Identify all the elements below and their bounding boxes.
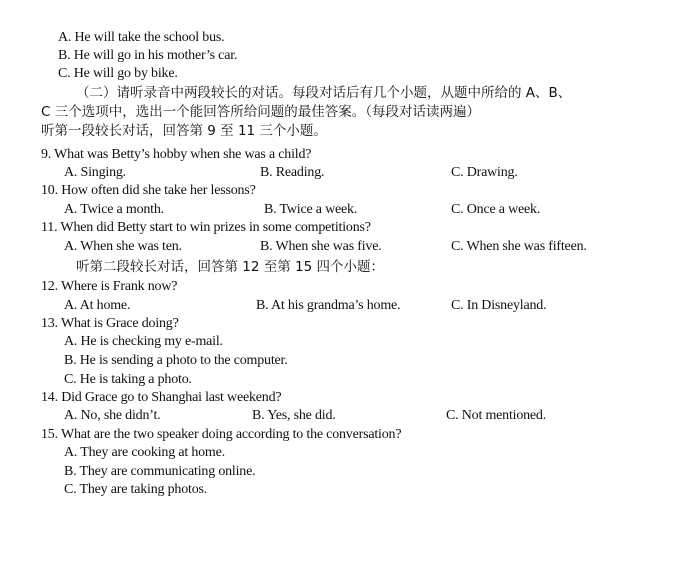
q14-stem: 14. Did Grace go to Shanghai last weekend? bbox=[41, 390, 282, 405]
q10-option-a: A. Twice a month. bbox=[64, 202, 164, 217]
q15-option-b: B. They are communicating online. bbox=[64, 464, 256, 479]
q11-option-a: A. When she was ten. bbox=[64, 239, 182, 254]
prev-option-c: C. He will go by bike. bbox=[58, 66, 178, 81]
q15-option-c: C. They are taking photos. bbox=[64, 482, 208, 497]
q11-option-b: B. When she was five. bbox=[260, 239, 382, 254]
q12-stem: 12. Where is Frank now? bbox=[41, 279, 178, 294]
q9-option-c: C. Drawing. bbox=[451, 165, 518, 180]
q12-option-a: A. At home. bbox=[64, 298, 131, 313]
dialog1-instruction: 听第一段较长对话，回答第 9 至 11 三个小题。 bbox=[41, 123, 327, 139]
q10-option-c: C. Once a week. bbox=[451, 202, 541, 217]
q9-option-a: A. Singing. bbox=[64, 165, 126, 180]
prev-option-b: B. He will go in his mother’s car. bbox=[58, 48, 238, 63]
q12-option-c: C. In Disneyland. bbox=[451, 298, 547, 313]
q11-stem: 11. When did Betty start to win prizes in some competitions? bbox=[41, 220, 371, 235]
q11-option-c: C. When she was fifteen. bbox=[451, 239, 587, 254]
q9-option-b: B. Reading. bbox=[260, 165, 325, 180]
prev-option-a: A. He will take the school bus. bbox=[58, 30, 225, 45]
q13-option-a: A. He is checking my e-mail. bbox=[64, 334, 223, 349]
q13-option-c: C. He is taking a photo. bbox=[64, 372, 192, 387]
section2-intro-line2: C 三个选项中，选出一个能回答所给问题的最佳答案。（每段对话读两遍） bbox=[41, 104, 480, 120]
q12-option-b: B. At his grandma’s home. bbox=[256, 298, 401, 313]
q10-option-b: B. Twice a week. bbox=[264, 202, 358, 217]
section2-intro-line1: （二）请听录音中两段较长的对话。每段对话后有几个小题，从题中所给的 A、B、 bbox=[76, 85, 572, 101]
q15-stem: 15. What are the two speaker doing according to the conversation? bbox=[41, 427, 402, 442]
q15-option-a: A. They are cooking at home. bbox=[64, 445, 225, 460]
q14-option-b: B. Yes, she did. bbox=[252, 408, 336, 423]
q13-option-b: B. He is sending a photo to the computer. bbox=[64, 353, 288, 368]
q13-stem: 13. What is Grace doing? bbox=[41, 316, 179, 331]
q10-stem: 10. How often did she take her lessons? bbox=[41, 183, 256, 198]
dialog2-instruction: 听第二段较长对话，回答第 12 至第 15 四个小题： bbox=[76, 259, 385, 275]
q9-stem: 9. What was Betty’s hobby when she was a child? bbox=[41, 147, 312, 162]
q14-option-a: A. No, she didn’t. bbox=[64, 408, 161, 423]
q14-option-c: C. Not mentioned. bbox=[446, 408, 547, 423]
